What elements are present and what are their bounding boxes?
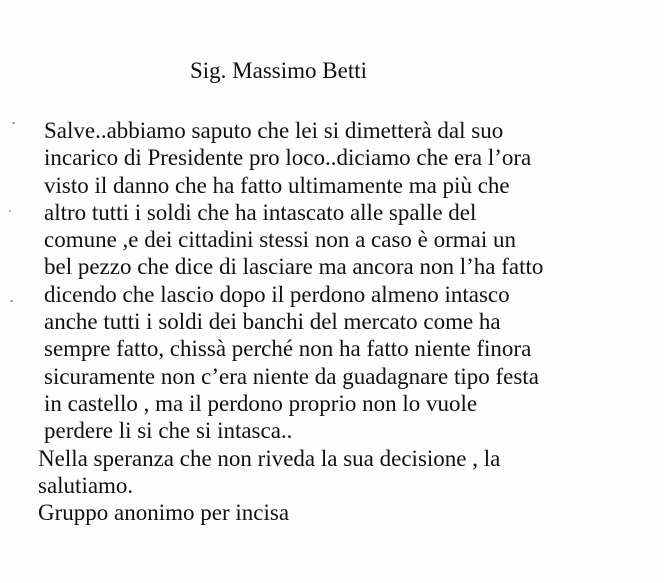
scan-speck	[12, 122, 15, 124]
signature: Gruppo anonimo per incisa	[38, 500, 290, 526]
letter-line: visto il danno che ha fatto ultimamente ma più che	[44, 172, 510, 198]
letter-line: perdere li si che si intasca..	[44, 418, 293, 444]
letter-line: salutiamo.	[38, 472, 134, 498]
letter-line: Salve..abbiamo saputo che lei si dimetterà dal suo	[44, 118, 504, 143]
letter-line: sicuramente non c’era niente da guadagnare tipo festa	[44, 363, 539, 389]
scan-speck	[9, 210, 11, 212]
letter-line: dicendo che lascio dopo il perdono almeno intasco	[44, 281, 510, 307]
letter-line: in castello , ma il perdono proprio non lo vuole	[44, 390, 478, 416]
letter-line: Nella speranza che non riveda la sua decisione , la	[38, 445, 501, 471]
letter-line: altro tutti i soldi che ha intascato alle spalle del	[44, 199, 477, 225]
letter-body	[38, 117, 654, 526]
letter-line: comune ,e dei cittadini stessi non a caso è ormai un	[44, 227, 517, 253]
letter-line: bel pezzo che dice di lasciare ma ancora non l’ha fatto	[44, 254, 544, 280]
letter-line: incarico di Presidente pro loco..diciamo che era l’ora	[44, 145, 532, 171]
addressee-heading: Sig. Massimo Betti	[190, 58, 367, 83]
letter-line: sempre fatto, chissà perché non ha fatto niente finora	[44, 336, 532, 362]
letter-line: anche tutti i soldi dei banchi del mercato come ha	[44, 309, 501, 335]
scan-speck	[10, 300, 13, 302]
